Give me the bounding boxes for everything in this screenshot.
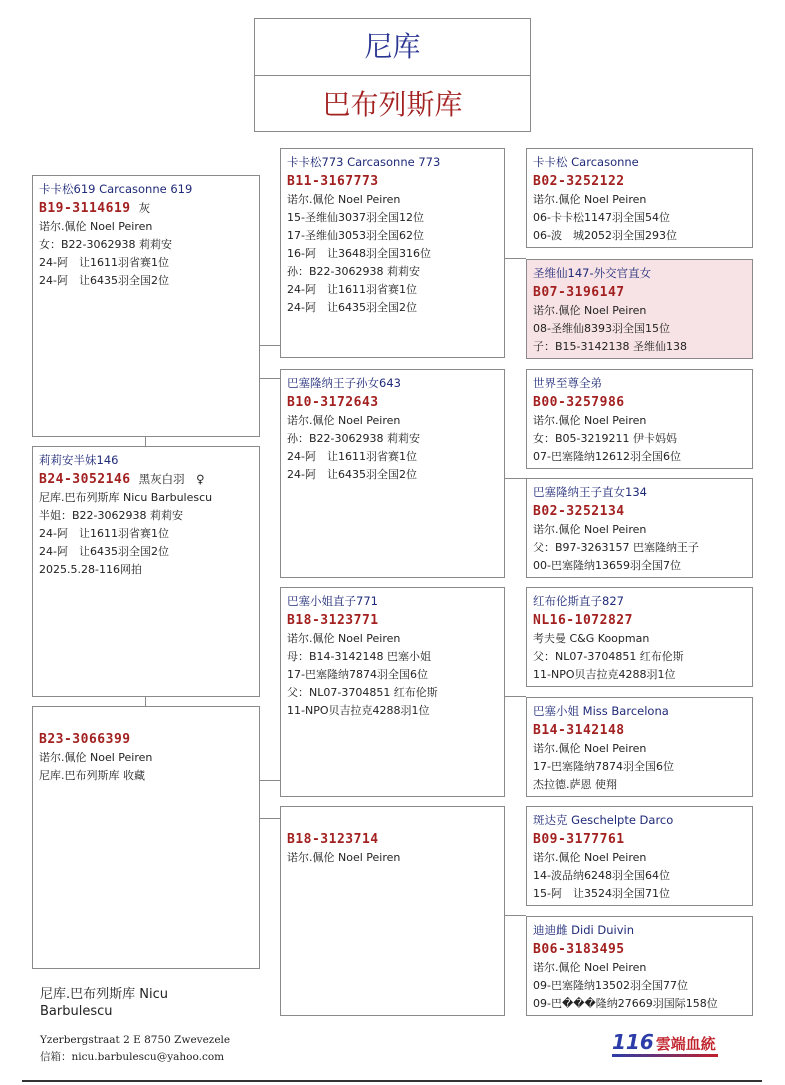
- card-line: 诺尔.佩伦 Noel Peiren: [287, 632, 401, 645]
- pedigree-card-ggp-2[interactable]: [526, 259, 753, 359]
- card-line: 诺尔.佩伦 Noel Peiren: [533, 523, 647, 536]
- logo-underline: [612, 1054, 718, 1057]
- card-line: 尼库.巴布列斯库 Nicu Barbulescu: [39, 491, 213, 504]
- color-note: 灰: [138, 201, 151, 215]
- pedigree-card-ggp-8[interactable]: [526, 916, 753, 1016]
- card-line: 诺尔.佩伦 Noel Peiren: [287, 851, 401, 864]
- connector-line: [145, 697, 146, 706]
- ring-number: B18-3123771: [287, 613, 379, 628]
- ring-number: B11-3167773: [287, 174, 379, 189]
- card-title: 巴塞隆纳王子直女134: [533, 485, 647, 499]
- ring-number: B07-3196147: [533, 285, 625, 300]
- card-line: 24-阿 让6435羽全国2位: [39, 274, 169, 287]
- card-line: 诺尔.佩伦 Noel Peiren: [533, 304, 647, 317]
- ring-number: B02-3252122: [533, 174, 625, 189]
- ring-number: B00-3257986: [533, 395, 625, 410]
- pedigree-card-grandsire[interactable]: [280, 148, 505, 358]
- card-line: 24-阿 让6435羽全国2位: [39, 545, 169, 558]
- pedigree-card-grandsire-dam-side[interactable]: [280, 587, 505, 797]
- card-line: 15-阿 让3524羽全国71位: [533, 887, 670, 900]
- pedigree-card-ggp-1[interactable]: [526, 148, 753, 248]
- card-title: 巴塞隆纳王子孙女643: [287, 376, 401, 390]
- pedigree-card-granddam[interactable]: [280, 369, 505, 578]
- owner-contact: [40, 1032, 230, 1066]
- card-line: 17-巴塞隆纳7874羽全国6位: [287, 668, 428, 681]
- card-line: 诺尔.佩伦 Noel Peiren: [287, 414, 401, 427]
- card-line: 诺尔.佩伦 Noel Peiren: [533, 193, 647, 206]
- connector-line: [504, 696, 526, 697]
- card-line: 诺尔.佩伦 Noel Peiren: [39, 220, 153, 233]
- ring-number: B14-3142148: [533, 723, 625, 738]
- card-line: 11-NPO贝吉拉克4288羽1位: [533, 668, 676, 681]
- pedigree-card-ggp-6[interactable]: [526, 697, 753, 797]
- owner-info: [40, 986, 168, 1020]
- card-line: 考夫曼 C&G Koopman: [533, 632, 650, 645]
- card-line: 08-圣维仙8393羽全国15位: [533, 322, 670, 335]
- card-title: 巴塞小姐直子771: [287, 594, 378, 608]
- header-top-name: 尼库: [255, 19, 530, 76]
- card-line: 17-巴塞隆纳7874羽全国6位: [533, 760, 674, 773]
- ring-number: B09-3177761: [533, 832, 625, 847]
- ring-number: B19-3114619: [39, 201, 131, 216]
- card-line: 诺尔.佩伦 Noel Peiren: [39, 751, 153, 764]
- card-title: 巴塞小姐 Miss Barcelona: [533, 704, 669, 718]
- card-line: 24-阿 让1611羽省赛1位: [39, 527, 169, 540]
- card-line: 14-波品纳6248羽全国64位: [533, 869, 670, 882]
- card-line: 2025.5.28-116网拍: [39, 563, 142, 576]
- card-title: 卡卡松619 Carcasonne 619: [39, 182, 193, 196]
- card-line: 母：B14-3142148 巴塞小姐: [287, 650, 431, 663]
- pedigree-card-ggp-4[interactable]: [526, 478, 753, 578]
- card-line: 女：B05-3219211 伊卡妈妈: [533, 432, 677, 445]
- connector-line: [259, 780, 280, 781]
- logo-text: 雲端血統: [655, 1035, 716, 1053]
- card-title: 卡卡松 Carcasonne: [533, 155, 639, 169]
- header-bottom-name: 巴布列斯库: [322, 88, 463, 121]
- card-line: 24-阿 让6435羽全国2位: [287, 468, 417, 481]
- card-line: 父：B97-3263157 巴塞隆纳王子: [533, 541, 699, 554]
- bottom-divider: [22, 1080, 762, 1082]
- card-line: 07-巴塞隆纳12612羽全国6位: [533, 450, 681, 463]
- ring-number: B23-3066399: [39, 732, 131, 747]
- owner-address: Yzerbergstraat 2 E 8750 Zwevezele: [40, 1034, 231, 1046]
- card-line: 诺尔.佩伦 Noel Peiren: [533, 414, 647, 427]
- card-line: 09-巴塞隆纳13502羽全国77位: [533, 979, 688, 992]
- card-line: 06-波 城2052羽全国293位: [533, 229, 677, 242]
- card-line: 15-圣维仙3037羽全国12位: [287, 211, 424, 224]
- pedigree-card-ggp-3[interactable]: [526, 369, 753, 469]
- card-title: 斑达克 Geschelpte Darco: [533, 813, 674, 827]
- card-line: 杰拉德.萨恩 使翔: [533, 778, 617, 791]
- ring-number: B10-3172643: [287, 395, 379, 410]
- connector-line: [259, 818, 280, 819]
- ring-number: B18-3123714: [287, 832, 379, 847]
- card-line: 17-圣维仙3053羽全国62位: [287, 229, 424, 242]
- card-line: 24-阿 让1611羽省赛1位: [39, 256, 169, 269]
- card-line: 16-阿 让3648羽全国316位: [287, 247, 431, 260]
- card-line: 孙：B22-3062938 莉莉安: [287, 432, 420, 445]
- card-title: 圣维仙147-外交官直女: [533, 266, 652, 280]
- card-line: 06-卡卡松1147羽全国54位: [533, 211, 670, 224]
- card-line: 父：NL07-3704851 红布伦斯: [533, 650, 684, 663]
- card-title: 迪迪雌 Didi Duivin: [533, 923, 634, 937]
- pedigree-header: [254, 18, 531, 132]
- color-sex-note: 黑灰白羽 ♀: [138, 472, 205, 486]
- connector-line: [259, 378, 280, 379]
- connector-line: [259, 345, 280, 346]
- owner-name-cont: Barbulescu: [40, 1004, 113, 1019]
- card-line: 24-阿 让1611羽省赛1位: [287, 450, 417, 463]
- card-line: 诺尔.佩伦 Noel Peiren: [533, 742, 647, 755]
- card-title: 红布伦斯直子827: [533, 594, 624, 608]
- card-line: 父：NL07-3704851 红布伦斯: [287, 686, 438, 699]
- pedigree-card-subject[interactable]: [32, 446, 260, 697]
- card-title: 莉莉安半妹146: [39, 453, 119, 467]
- card-line: 半姐：B22-3062938 莉莉安: [39, 509, 183, 522]
- card-title: 世界至尊全弟: [533, 376, 602, 390]
- card-line: 女：B22-3062938 莉莉安: [39, 238, 172, 251]
- ring-number: NL16-1072827: [533, 613, 633, 628]
- owner-name: 尼库.巴布列斯库 Nicu: [40, 987, 168, 1002]
- logo-number: 116: [612, 1030, 654, 1054]
- card-line: 诺尔.佩伦 Noel Peiren: [533, 961, 647, 974]
- card-line: 子：B15-3142138 圣维仙138: [533, 340, 687, 353]
- connector-line: [504, 915, 526, 916]
- card-line: 24-阿 让1611羽省赛1位: [287, 283, 417, 296]
- card-line: 24-阿 让6435羽全国2位: [287, 301, 417, 314]
- card-line: 11-NPO贝吉拉克4288羽1位: [287, 704, 430, 717]
- owner-email[interactable]: 信箱：nicu.barbulescu@yahoo.com: [40, 1051, 225, 1063]
- pedigree-card-ggp-7[interactable]: [526, 806, 753, 906]
- card-line: 诺尔.佩伦 Noel Peiren: [533, 851, 647, 864]
- ring-number: B24-3052146: [39, 472, 131, 487]
- site-logo: [612, 1030, 722, 1058]
- card-line: 诺尔.佩伦 Noel Peiren: [287, 193, 401, 206]
- card-line: 孙：B22-3062938 莉莉安: [287, 265, 420, 278]
- connector-line: [145, 437, 146, 446]
- connector-line: [504, 258, 526, 259]
- pedigree-card-granddam-dam-side[interactable]: [280, 806, 505, 1016]
- card-line: 09-巴���隆纳27669羽国际158位: [533, 997, 718, 1010]
- ring-number: B06-3183495: [533, 942, 625, 957]
- pedigree-card-sire[interactable]: [32, 175, 260, 437]
- card-line: 00-巴塞隆纳13659羽全国7位: [533, 559, 681, 572]
- ring-number: B02-3252134: [533, 504, 625, 519]
- pedigree-card-ggp-5[interactable]: [526, 587, 753, 687]
- pedigree-card-dam[interactable]: [32, 706, 260, 969]
- connector-line: [504, 478, 526, 479]
- card-line: 尼库.巴布列斯库 收藏: [39, 769, 145, 782]
- card-title: 卡卡松773 Carcasonne 773: [287, 155, 441, 169]
